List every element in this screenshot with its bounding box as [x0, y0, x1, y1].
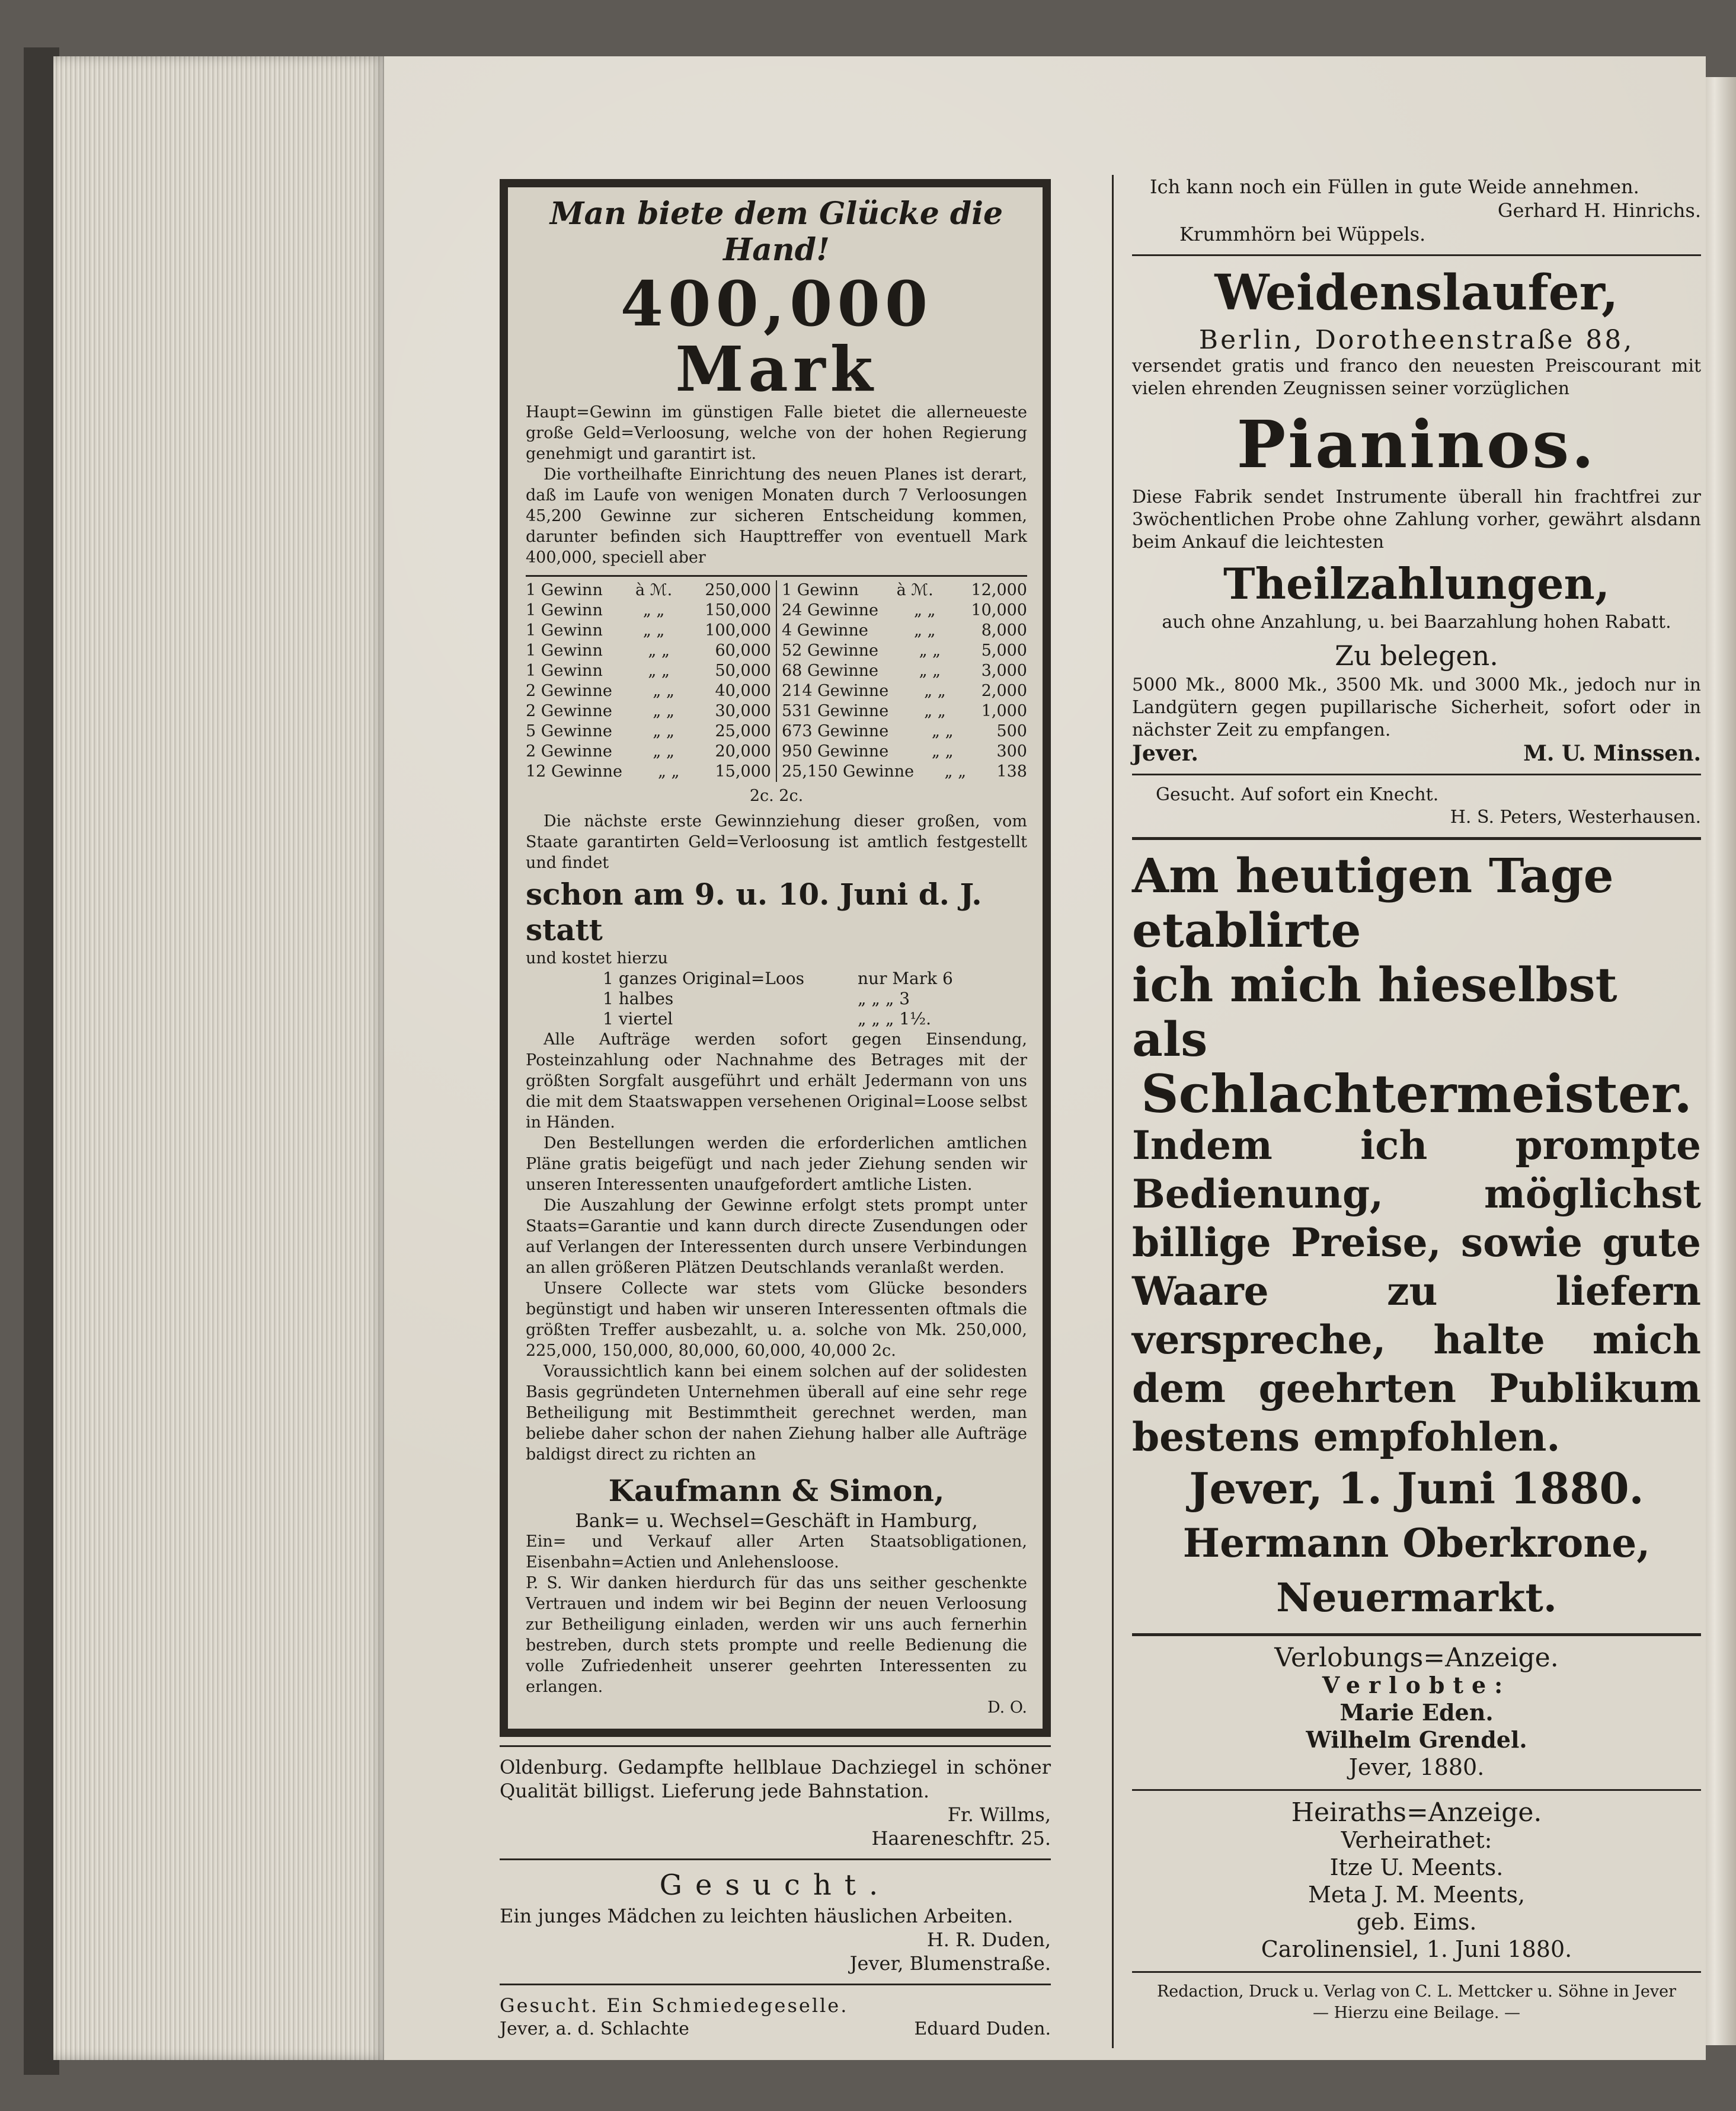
knecht-sign: H. S. Peters, Westerhausen.	[1450, 807, 1701, 828]
prize-value: 20,000	[715, 742, 771, 761]
weidenslaufer-ad	[1132, 264, 1701, 634]
prize-unit: à ℳ.	[635, 581, 673, 599]
prize-row	[526, 742, 771, 762]
prize-count: 2 Gewinne	[526, 742, 612, 761]
verlobung-place: Jever, 1880.	[1348, 1754, 1485, 1780]
prize-unit: „ „	[932, 742, 954, 761]
schlachter-name: Hermann Oberkrone,	[1182, 1520, 1651, 1566]
plans-text: Den Bestellungen werden die erforderlichen amtlichen Pläne gratis beigefügt und nach jeder Ziehung senden wir unseren Interessenten unaufgefordert amtliche Listen.	[526, 1134, 1027, 1194]
verlobung-ad	[1132, 1644, 1701, 1781]
prize-row	[526, 621, 771, 641]
knecht-text: Gesucht. Auf sofort ein Knecht.	[1156, 784, 1439, 805]
gesucht-schmied-ad	[500, 1994, 1051, 2041]
prize-row	[526, 681, 771, 701]
prize-unit: „ „	[913, 621, 936, 640]
verlobung-name1: Marie Eden.	[1339, 1699, 1494, 1726]
prize-unit: „ „	[648, 662, 670, 680]
divider	[500, 1984, 1051, 1985]
prize-count: 1 Gewinn	[526, 581, 603, 599]
collecte-text: Unsere Collecte war stets vom Glücke besonders begünstigt und haben wir unseren Interessenten oftmals die größten Treffer ausbezahlt, u. a. solche von Mk. 250,000, 225,000, 150,000, 80,000, 60,000, 40,000 2c.	[526, 1279, 1027, 1360]
price-price: „ „ „ 1½.	[858, 1009, 932, 1029]
heirath-name1: Itze U. Meents.	[1329, 1854, 1504, 1880]
lottery-plan: Die vortheilhafte Einrichtung des neuen Planes ist derart, daß im Laufe von wenigen Monaten durch 7 Verloosungen 45,200 Gewinne zur sicheren Entscheidung kommen, darunter befinden sich Haupttreffer von eventuell Mark 400,000, speciell aber	[526, 465, 1027, 567]
price-price: „ „ „ 3	[858, 989, 910, 1008]
prize-value: 10,000	[971, 601, 1027, 619]
schlachter-ad	[1132, 848, 1701, 1625]
divider	[1132, 1971, 1701, 1973]
price-row	[603, 989, 1027, 1009]
prize-unit: „ „	[653, 682, 674, 700]
prize-value: 8,000	[981, 621, 1027, 640]
left-column	[500, 179, 1051, 2041]
prize-unit: „ „	[944, 762, 967, 781]
schlachter-line1: Am heutigen Tage etablirte	[1132, 848, 1614, 958]
divider	[1132, 254, 1701, 256]
dachziegel-text: Oldenburg. Gedampfte hellblaue Dachziegel in schöner Qualität billigst. Lieferung jede Bahnstation.	[500, 1756, 1051, 1802]
prize-value: 138	[996, 762, 1027, 781]
prize-value: 150,000	[705, 601, 771, 619]
divider	[500, 1745, 1051, 1747]
prize-count: 1 Gewinn	[526, 621, 603, 640]
price-row	[603, 1009, 1027, 1029]
prize-row	[526, 701, 771, 721]
price-label: 1 halbes	[603, 989, 674, 1008]
prize-row	[782, 681, 1027, 701]
theilzahlungen-heading: Theilzahlungen,	[1223, 558, 1610, 609]
prize-row	[782, 661, 1027, 681]
next-page-edge	[1700, 77, 1736, 2045]
draw-text: Die nächste erste Gewinnziehung dieser großen, vom Staate garantirten Geld=Verloosung ist amtlich festgestellt und findet	[526, 812, 1027, 872]
prize-unit: à ℳ.	[896, 581, 933, 599]
prize-row	[526, 721, 771, 742]
heirath-name3: geb. Eims.	[1356, 1909, 1477, 1935]
prize-unit: „ „	[642, 601, 665, 619]
pianinos-heading: Pianinos.	[1236, 406, 1597, 483]
heirath-name2: Meta J. M. Meents,	[1307, 1882, 1526, 1908]
price-row	[603, 969, 1027, 989]
prize-value: 40,000	[715, 682, 771, 700]
prize-unit: „ „	[913, 601, 936, 619]
gesucht-address: Jever, Blumenstraße.	[849, 1952, 1051, 1975]
heirath-place: Carolinensiel, 1. Juni 1880.	[1261, 1936, 1572, 1962]
prize-value: 5,000	[981, 641, 1027, 660]
schlachter-line3: Schlachtermeister.	[1141, 1063, 1692, 1125]
prize-unit: „ „	[932, 722, 954, 740]
prize-value: 3,000	[981, 662, 1027, 680]
schmied-sign-row	[500, 2017, 1051, 2041]
prize-row	[782, 601, 1027, 621]
prize-count: 52 Gewinne	[782, 641, 878, 660]
prize-column-left	[526, 580, 777, 782]
price-price: nur Mark 6	[858, 969, 953, 988]
prize-unit: „ „	[648, 641, 670, 660]
prize-unit: „ „	[924, 702, 946, 720]
gesucht-text: Ein junges Mädchen zu leichten häuslichen Arbeiten.	[500, 1905, 1014, 1927]
prize-row	[526, 762, 771, 782]
prize-count: 2 Gewinne	[526, 682, 612, 700]
prize-unit: „ „	[919, 662, 941, 680]
weidenslaufer-address: Berlin, Dorotheenstraße 88,	[1198, 325, 1635, 355]
orders-text: Alle Aufträge werden sofort gegen Einsendung, Posteinzahlung oder Nachnahme des Betrages mit der größten Sorgfalt ausgeführt und erhält Jedermann von uns die mit dem Staatswappen versehenen Original=Loose selbst in Händen.	[526, 1030, 1027, 1132]
fuellen-ad	[1132, 175, 1701, 246]
book-page-edges	[53, 56, 385, 2060]
dachziegel-ad	[500, 1755, 1051, 1850]
prize-row	[782, 641, 1027, 661]
prize-value: 50,000	[715, 662, 771, 680]
lottery-headline: Man biete dem Glücke die Hand!	[549, 196, 1003, 268]
verlobung-title: Verlobungs=Anzeige.	[1274, 1643, 1559, 1673]
zu-belegen-ad	[1132, 640, 1701, 765]
prize-row	[782, 621, 1027, 641]
prize-value: 25,000	[715, 722, 771, 740]
weidenslaufer-text: versendet gratis und franco den neuesten Preiscourant mit vielen ehrenden Zeugnissen seiner vorzüglichen	[1132, 356, 1701, 399]
prize-unit: „ „	[924, 682, 946, 700]
prize-count: 68 Gewinne	[782, 662, 878, 680]
prize-row	[782, 580, 1027, 601]
firm-subtitle: Bank= u. Wechsel=Geschäft in Hamburg,	[575, 1509, 978, 1532]
price-label: 1 viertel	[603, 1009, 673, 1029]
weidenslaufer-text3: auch ohne Anzahlung, u. bei Baarzahlung hohen Rabatt.	[1162, 612, 1671, 633]
gesucht-maedchen-ad	[500, 1869, 1051, 1975]
schlachter-date: Jever, 1. Juni 1880.	[1189, 1463, 1644, 1513]
prize-value: 500	[996, 722, 1027, 740]
prize-row	[526, 580, 771, 601]
advice-text: Voraussichtlich kann bei einem solchen auf der solidesten Basis gegründeten Unternehmen überall auf eine sehr rege Betheiligung mit Bestimmtheit gerechnet werden, man beliebe daher schon der nahen Ziehung halber alle Aufträge baldigst direct zu richten an	[526, 1362, 1027, 1464]
lottery-intro: Haupt=Gewinn im günstigen Falle bietet die allerneueste große Geld=Verloosung, welche von der hohen Regierung genehmigt und garantirt ist.	[526, 403, 1027, 463]
cost-intro: und kostet hierzu	[526, 949, 668, 967]
gesucht-sign: H. R. Duden,	[926, 1928, 1051, 1951]
prize-row	[782, 762, 1027, 782]
heirath-sub: Verheirathet:	[1341, 1827, 1492, 1853]
firm-trade: Ein= und Verkauf aller Arten Staatsobligationen, Eisenbahn=Actien und Anlehensloose.	[526, 1532, 1027, 1572]
prize-count: 1 Gewinn	[782, 581, 859, 599]
divider	[1132, 837, 1701, 840]
prize-column-right	[777, 580, 1027, 782]
fuellen-sign: Gerhard H. Hinrichs.	[1497, 199, 1701, 222]
prize-value: 60,000	[715, 641, 771, 660]
prize-count: 673 Gewinne	[782, 722, 889, 740]
column-divider	[1112, 175, 1114, 2048]
prize-count: 5 Gewinne	[526, 722, 612, 740]
prize-count: 531 Gewinne	[782, 702, 889, 720]
zu-belegen-sign-row	[1132, 742, 1701, 765]
verlobung-name2: Wilhelm Grendel.	[1306, 1726, 1527, 1753]
right-column	[1132, 175, 1701, 2024]
dachziegel-address: Haareneschftr. 25.	[871, 1827, 1051, 1850]
schmied-name: Eduard Duden.	[914, 2019, 1051, 2039]
fuellen-text: Ich kann noch ein Füllen in gute Weide annehmen.	[1150, 175, 1639, 198]
divider	[1132, 1633, 1701, 1636]
prize-etc: 2c. 2c.	[749, 787, 804, 805]
prize-unit: „ „	[642, 621, 665, 640]
divider	[1132, 1789, 1701, 1791]
zu-belegen-place: Jever.	[1132, 741, 1198, 766]
schmied-place: Jever, a. d. Schlachte	[500, 2019, 689, 2039]
prize-count: 1 Gewinn	[526, 662, 603, 680]
schlachter-line2: ich mich hieselbst als	[1132, 957, 1617, 1067]
prize-value: 100,000	[705, 621, 771, 640]
price-label: 1 ganzes Original=Loos	[603, 969, 804, 988]
prize-row	[782, 721, 1027, 742]
weidenslaufer-text2: Diese Fabrik sendet Instrumente überall hin frachtfrei zur 3wöchentlichen Probe ohne Zahlung vorher, gewährt alsdann beim Ankauf die leichtesten	[1132, 487, 1701, 552]
prize-count: 2 Gewinne	[526, 702, 612, 720]
divider	[500, 1858, 1051, 1860]
knecht-ad	[1132, 784, 1701, 829]
firm-name: Kaufmann & Simon,	[608, 1473, 945, 1508]
prize-value: 30,000	[715, 702, 771, 720]
lottery-amount: 400,000 Mark	[620, 267, 933, 405]
price-list	[526, 969, 1027, 1029]
schlachter-place: Neuermarkt.	[1276, 1575, 1557, 1621]
payout-text: Die Auszahlung der Gewinne erfolgt stets prompt unter Staats=Garantie und kann durch directe Zusendungen oder auf Verlangen der Interessenten durch unsere Verbindungen an allen größeren Plätzen Deutschlands veranlaßt werden.	[526, 1196, 1027, 1277]
zu-belegen-name: M. U. Minssen.	[1523, 741, 1701, 766]
heirath-title: Heiraths=Anzeige.	[1291, 1797, 1542, 1828]
weidenslaufer-title: Weidenslaufer,	[1214, 264, 1619, 321]
postscript-sign: D. O.	[987, 1698, 1027, 1717]
prize-count: 1 Gewinn	[526, 641, 603, 660]
postscript: P. S. Wir danken hierdurch für das uns seither geschenkte Vertrauen und indem wir bei Beginn der neuen Verloosung zur Betheiligung einladen, werden wir uns auch fernerhin bestreben, durch stets prompte und reelle Bedienung die volle Zufriedenheit unserer geehrten Interessenten zu erlangen.	[526, 1574, 1027, 1696]
prize-row	[782, 701, 1027, 721]
prize-count: 24 Gewinne	[782, 601, 878, 619]
verlobung-sub: Verlobte:	[1322, 1672, 1511, 1698]
prize-unit: „ „	[653, 722, 674, 740]
prize-row	[782, 742, 1027, 762]
supplement-note: — Hierzu eine Beilage. —	[1312, 2004, 1521, 2022]
prize-row	[526, 641, 771, 661]
prize-count: 12 Gewinne	[526, 762, 622, 781]
newspaper-page	[384, 56, 1706, 2060]
dachziegel-sign: Fr. Willms,	[947, 1803, 1051, 1826]
prize-unit: „ „	[657, 762, 680, 781]
prize-unit: „ „	[919, 641, 941, 660]
gesucht-title: Gesucht.	[659, 1869, 891, 1902]
heirath-ad	[1132, 1799, 1701, 1963]
fuellen-place: Krummhörn bei Wüppels.	[1179, 223, 1426, 245]
prize-unit: „ „	[653, 742, 674, 761]
zu-belegen-title: Zu belegen.	[1335, 640, 1498, 672]
imprint	[1132, 1981, 1701, 2024]
prize-row	[526, 601, 771, 621]
divider	[1132, 774, 1701, 775]
prize-value: 2,000	[981, 682, 1027, 700]
prize-value: 300	[996, 742, 1027, 761]
prize-count: 25,150 Gewinne	[782, 762, 915, 781]
prize-unit: „ „	[653, 702, 674, 720]
prize-value: 1,000	[981, 702, 1027, 720]
prize-count: 214 Gewinne	[782, 682, 889, 700]
imprint-line: Redaction, Druck u. Verlag von C. L. Mettcker u. Söhne in Jever	[1156, 1982, 1677, 2001]
prize-count: 4 Gewinne	[782, 621, 868, 640]
draw-date: schon am 9. u. 10. Juni d. J. statt	[526, 877, 982, 947]
zu-belegen-text: 5000 Mk., 8000 Mk., 3500 Mk. und 3000 Mk., jedoch nur in Landgütern gegen pupillarische Sicherheit, sofort oder in nächster Zeit zu empfangen.	[1132, 675, 1701, 740]
prize-value: 12,000	[971, 581, 1027, 599]
prize-table	[526, 575, 1027, 782]
prize-value: 15,000	[715, 762, 771, 781]
prize-count: 1 Gewinn	[526, 601, 603, 619]
schmied-text: Gesucht. Ein Schmiedegeselle.	[500, 1994, 849, 2017]
lottery-ad	[500, 179, 1051, 1737]
prize-row	[526, 661, 771, 681]
prize-value: 250,000	[705, 581, 771, 599]
prize-count: 950 Gewinne	[782, 742, 889, 761]
schlachter-body: Indem ich prompte Bedienung, möglichst billige Preise, sowie gute Waare zu liefern verspreche, halte mich dem geehrten Publikum bestens empfohlen.	[1132, 1122, 1701, 1460]
